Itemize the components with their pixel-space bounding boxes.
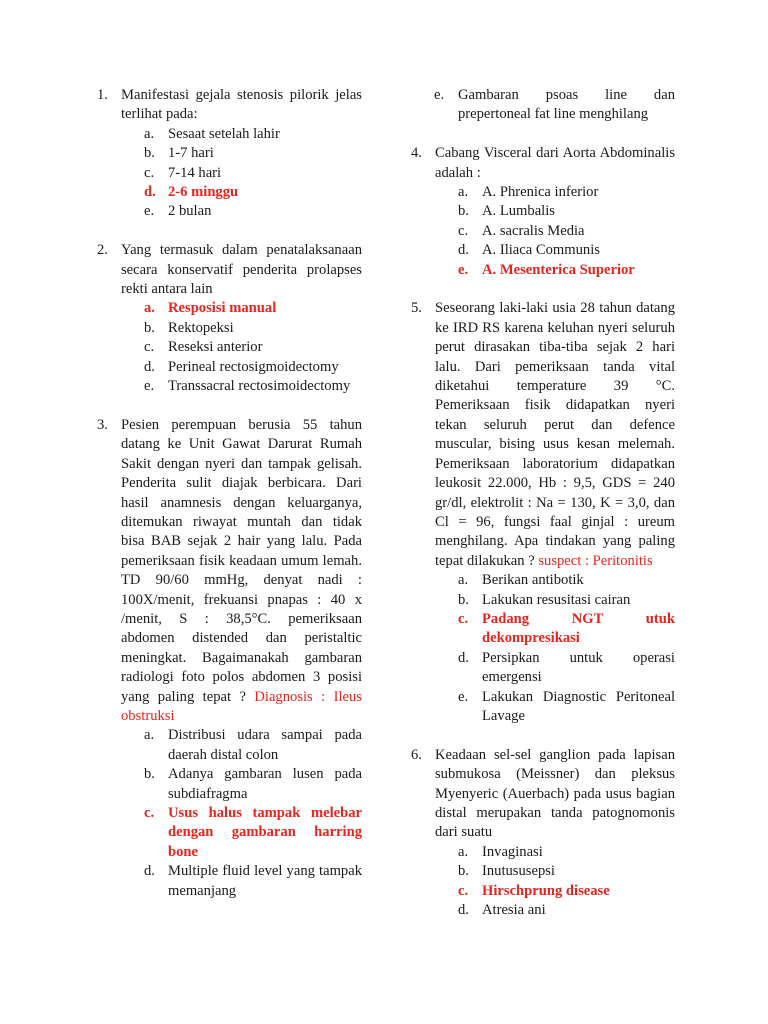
option-text: A. Phrenica inferior xyxy=(482,184,599,201)
correct-option xyxy=(435,610,675,649)
option-letter: b. xyxy=(144,319,155,336)
option-text: Adanya gambaran lusen pada subdiafragma xyxy=(168,766,362,802)
question-item xyxy=(411,144,675,280)
correct-option xyxy=(121,804,362,862)
question-text: Pesien perempuan berusia 55 tahun datang ke Unit Gawat Darurat Rumah Sakit dengan nyeri dan tampak gelisah. Penderita sulit diajak berbicara. Dari hasil anamnesis dengan keluarganya, ditemukan riwayat muntah dan tidak bisa BAB sejak 2 hair yang lalu. Pada pemeriksaan fisik keadaan umum lemah. TD 90/60 mmHg, denyat nadi : 100X/menit, frekuansi pnapas : 40 x /menit, S : 38,5°C. pemeriksaan abdomen distended dan peristaltic meningkat. Bagaimanakah gambaran radiologi foto polos abdomen 3 posisi yang paling tepat ? xyxy=(121,416,362,705)
question-item xyxy=(97,86,362,222)
question-stem xyxy=(435,746,675,843)
option-text: 1-7 hari xyxy=(168,145,214,162)
option-letter: c. xyxy=(458,610,469,627)
option-text: Gambaran psoas line dan prepertoneal fat line menghilang xyxy=(458,87,675,123)
option-text: 2 bulan xyxy=(168,203,212,220)
question-stem xyxy=(121,416,362,727)
option-item xyxy=(435,649,675,688)
option-text: A. Mesenterica Superior xyxy=(482,261,635,278)
option-item xyxy=(121,726,362,765)
question-stem xyxy=(121,86,362,125)
option-text: Inutususepsi xyxy=(482,863,555,880)
option-text: Sesaat setelah lahir xyxy=(168,125,280,142)
option-letter: d. xyxy=(144,863,155,880)
option-letter: d. xyxy=(458,242,469,259)
question-item xyxy=(97,241,362,396)
option-letter: d. xyxy=(144,184,156,201)
option-item xyxy=(435,241,675,260)
question-number: 4. xyxy=(411,145,422,162)
option-list xyxy=(121,299,362,396)
option-letter: e. xyxy=(458,261,469,278)
option-text: Lakukan resusitasi cairan xyxy=(482,591,631,608)
option-letter: e. xyxy=(434,87,445,103)
correct-option xyxy=(121,299,362,318)
option-letter: b. xyxy=(144,766,155,783)
option-letter: d. xyxy=(458,649,469,666)
option-text: Invaginasi xyxy=(482,843,543,860)
continued-option xyxy=(411,86,675,125)
option-text: Multiple fluid level yang tampak memanjang xyxy=(168,863,362,899)
option-letter: b. xyxy=(144,145,155,162)
correct-option xyxy=(435,261,675,280)
left-column xyxy=(97,86,362,920)
option-text: Hirschprung disease xyxy=(482,882,610,899)
option-text: A. Lumbalis xyxy=(482,203,555,220)
option-item xyxy=(435,202,675,221)
option-letter: d. xyxy=(144,358,155,375)
option-text: Persipkan untuk operasi emergensi xyxy=(482,649,675,686)
option-text: 7-14 hari xyxy=(168,164,222,181)
question-annotation: Diagnosis : Ileus obstruksi xyxy=(121,688,362,724)
option-list xyxy=(121,125,362,222)
option-letter: a. xyxy=(144,727,155,744)
option-item xyxy=(121,144,362,163)
question-number: 6. xyxy=(411,746,422,763)
question-text: Manifestasi gejala stenosis pilorik jelas terlihat pada: xyxy=(121,87,362,123)
question-number: 3. xyxy=(97,416,108,433)
option-list xyxy=(435,183,675,280)
option-letter: e. xyxy=(144,378,155,395)
question-stem xyxy=(435,144,675,183)
option-item xyxy=(121,125,362,144)
option-letter: a. xyxy=(458,184,469,201)
option-item xyxy=(435,183,675,202)
option-text: 2-6 minggu xyxy=(168,184,239,201)
question-number: 5. xyxy=(411,300,422,317)
question-stem xyxy=(435,299,675,571)
option-letter: a. xyxy=(144,125,155,142)
option-item xyxy=(121,377,362,396)
option-item xyxy=(121,765,362,804)
option-item xyxy=(435,843,675,862)
option-text: Perineal rectosigmoidectomy xyxy=(168,358,339,375)
option-item xyxy=(121,862,362,901)
option-item xyxy=(435,591,675,610)
option-list xyxy=(121,726,362,901)
option-text: Resposisi manual xyxy=(168,300,277,317)
option-item xyxy=(121,202,362,221)
option-text: Rektopeksi xyxy=(168,319,234,336)
option-letter: c. xyxy=(144,164,155,181)
option-letter: c. xyxy=(144,339,155,356)
option-text: A. Iliaca Communis xyxy=(482,242,600,259)
option-text: Transsacral rectosimoidectomy xyxy=(168,378,351,395)
correct-option xyxy=(121,183,362,202)
question-text: Cabang Visceral dari Aorta Abdominalis adalah : xyxy=(435,145,675,181)
option-letter: b. xyxy=(458,591,469,608)
option-text: A. sacralis Media xyxy=(482,222,585,239)
option-text: Berikan antibotik xyxy=(482,572,584,589)
question-annotation: suspect : Peritonitis xyxy=(538,552,653,569)
option-letter: b. xyxy=(458,203,469,220)
option-letter: b. xyxy=(458,863,469,880)
option-item xyxy=(121,338,362,357)
option-letter: a. xyxy=(458,572,469,589)
question-item xyxy=(411,746,675,921)
option-item xyxy=(435,571,675,590)
correct-option xyxy=(435,882,675,901)
option-item xyxy=(435,901,675,920)
option-list xyxy=(435,571,675,726)
option-item xyxy=(121,358,362,377)
question-number: 2. xyxy=(97,242,108,259)
option-item xyxy=(121,319,362,338)
question-text: Seseorang laki-laki usia 28 tahun datang ke IRD RS karena keluhan nyeri seluruh perut dirasakan tiba-tiba sejak 2 hari lalu. Dari pemeriksaan tanda vital diketahui temperature 39 °C. Pemeriksaan fisik didapatkan nyeri tekan seluruh perut dan defence muscular, bising usus kesan melemah. Pemeriksaan laboratorium didapatkan leukosit 22.000, Hb : 9,5, GDS = 240 gr/dl, elektrolit : Na = 130, K = 3,0, dan Cl = 96, fungsi faal ginjal : ureum menghilang. Apa tindakan yang paling tepat dilakukan ? xyxy=(435,300,675,569)
question-text: Yang termasuk dalam penatalaksanaan secara konservatif penderita prolapses rekti antara lain xyxy=(121,242,362,298)
option-item xyxy=(435,222,675,241)
question-number: 1. xyxy=(97,87,108,103)
option-text: Reseksi anterior xyxy=(168,339,263,356)
question-item xyxy=(97,416,362,901)
option-text: Padang NGT utuk dekompresikasi xyxy=(482,610,675,647)
option-letter: c. xyxy=(144,805,155,821)
option-text: Lakukan Diagnostic Peritoneal Lavage xyxy=(482,688,675,724)
question-item xyxy=(411,299,675,726)
option-item xyxy=(435,862,675,881)
option-letter: a. xyxy=(458,843,469,860)
option-letter: a. xyxy=(144,300,155,317)
right-column xyxy=(411,86,675,940)
question-stem xyxy=(121,241,362,299)
option-letter: c. xyxy=(458,882,469,899)
option-letter: e. xyxy=(458,688,469,705)
option-item xyxy=(435,688,675,727)
option-letter: c. xyxy=(458,222,469,239)
option-list xyxy=(435,843,675,921)
option-text: Atresia ani xyxy=(482,902,546,919)
option-text: Distribusi udara sampai pada daerah distal colon xyxy=(168,727,362,763)
option-item xyxy=(121,164,362,183)
question-text: Keadaan sel-sel ganglion pada lapisan submukosa (Meissner) dan pleksus Myenyeric (Auerbach) pada usus bagian distal merupakan tanda patognomonis dari suatu xyxy=(435,746,675,841)
option-letter: e. xyxy=(144,203,155,220)
option-letter: d. xyxy=(458,902,469,919)
option-text: Usus halus tampak melebar dengan gambaran harring bone xyxy=(168,805,362,860)
